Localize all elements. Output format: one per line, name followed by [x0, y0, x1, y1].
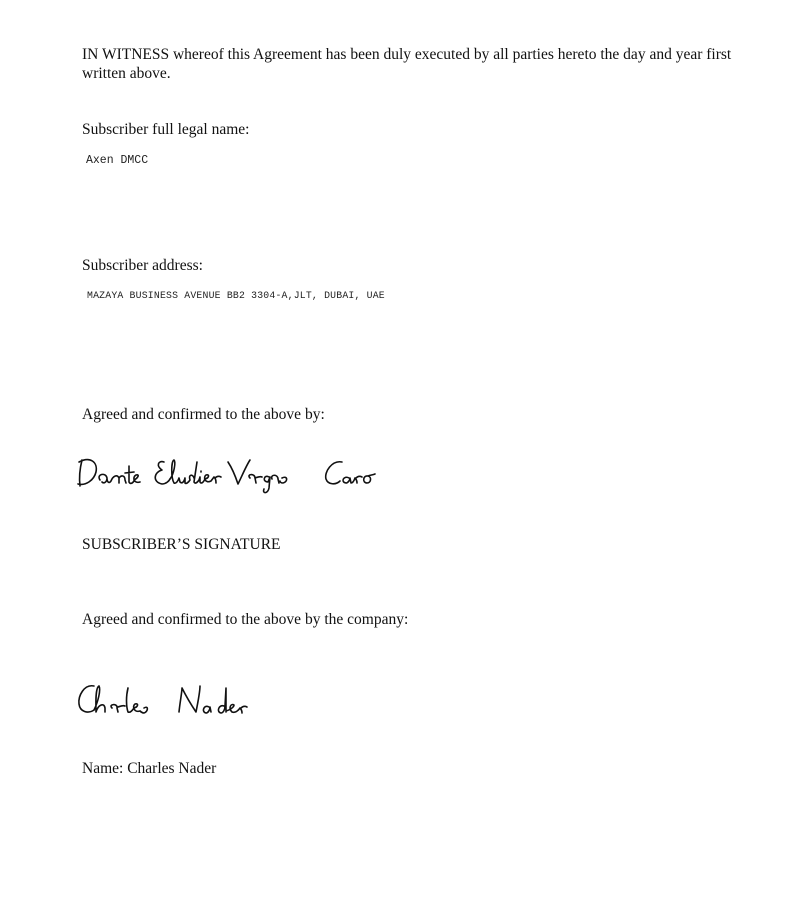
subscriber-address-value: MAZAYA BUSINESS AVENUE BB2 3304-A,JLT, DUBAI, UAE [87, 290, 385, 301]
subscriber-confirmation-label: Agreed and confirmed to the above by: [82, 406, 325, 423]
witness-clause: IN WITNESS whereof this Agreement has been duly executed by all parties hereto the day and year first written above. [82, 46, 732, 82]
company-signatory-name: Name: Charles Nader [82, 760, 217, 777]
subscriber-address-label: Subscriber address: [82, 257, 203, 274]
company-confirmation-label: Agreed and confirmed to the above by the company: [82, 611, 409, 628]
subscriber-signature-caption: SUBSCRIBER’S SIGNATURE [82, 536, 281, 553]
company-signature-image [74, 678, 274, 723]
subscriber-name-label: Subscriber full legal name: [82, 121, 250, 138]
subscriber-name-value: Axen DMCC [86, 154, 149, 167]
subscriber-signature-image [74, 448, 384, 498]
